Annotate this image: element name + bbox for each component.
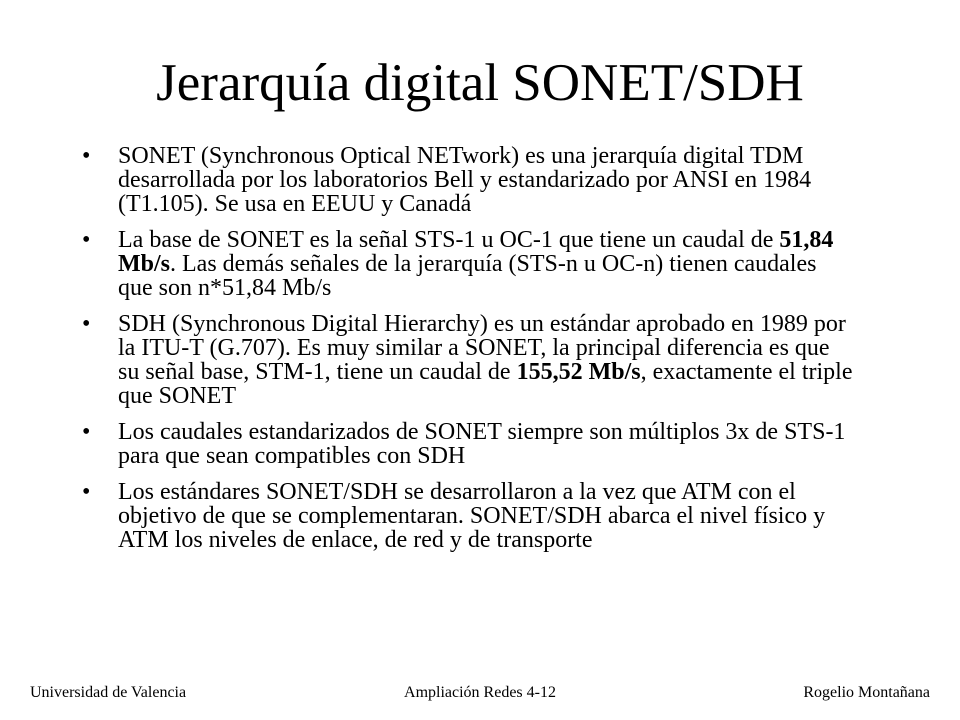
bullet-dot-icon: • [82,143,91,169]
bullet-text-pre: La base de SONET es la señal STS-1 u OC-1 que tiene un caudal de [118,227,780,253]
bullet-item-sonet-rates [78,420,853,468]
bullet-text-post: . Las demás señales de la jerarquía (STS-n u OC-n) tienen caudales que son n*51,84 Mb/s [118,251,817,301]
footer-university: Universidad de Valencia [30,684,187,701]
bullet-text-pre: SDH (Synchronous Digital Hierarchy) es un estándar aprobado en 1989 por la ITU-T (G.707). Es muy similar a SONET, la principal diferencia es que su señal base, STM-1, tiene un caudal de [118,311,846,385]
bullet-dot-icon: • [82,311,91,337]
footer-course-page: Ampliación Redes 4-12 [404,684,556,701]
bullet-item-sdh-definition [78,312,853,408]
bullet-list [78,144,853,564]
bullet-text: Los caudales estandarizados de SONET siempre son múltiplos 3x de STS-1 para que sean compatibles con SDH [118,419,846,469]
bullet-text: Los estándares SONET/SDH se desarrollaron a la vez que ATM con el objetivo de que se complementaran. SONET/SDH abarca el nivel físico y ATM los niveles de enlace, de red y de transporte [118,479,826,553]
bullet-dot-icon: • [82,419,91,445]
bullet-dot-icon: • [82,479,91,505]
bullet-text-bold: 51,84 Mb/s [118,227,834,277]
footer-author: Rogelio Montañana [803,684,930,701]
bullet-text: SONET (Synchronous Optical NETwork) es una jerarquía digital TDM desarrollada por los laboratorios Bell y estandarizado por ANSI en 1984 (T1.105). Se usa en EEUU y Canadá [118,143,812,217]
bullet-text-bold: 155,52 Mb/s [516,359,641,385]
bullet-item-sonet-atm [78,480,853,552]
bullet-text-post: , exactamente el triple que SONET [118,359,853,409]
bullet-item-sonet-definition [78,144,853,216]
bullet-dot-icon: • [82,227,91,253]
slide-title: Jerarquía digital SONET/SDH [156,54,804,112]
bullet-item-sonet-base-signal [78,228,853,300]
